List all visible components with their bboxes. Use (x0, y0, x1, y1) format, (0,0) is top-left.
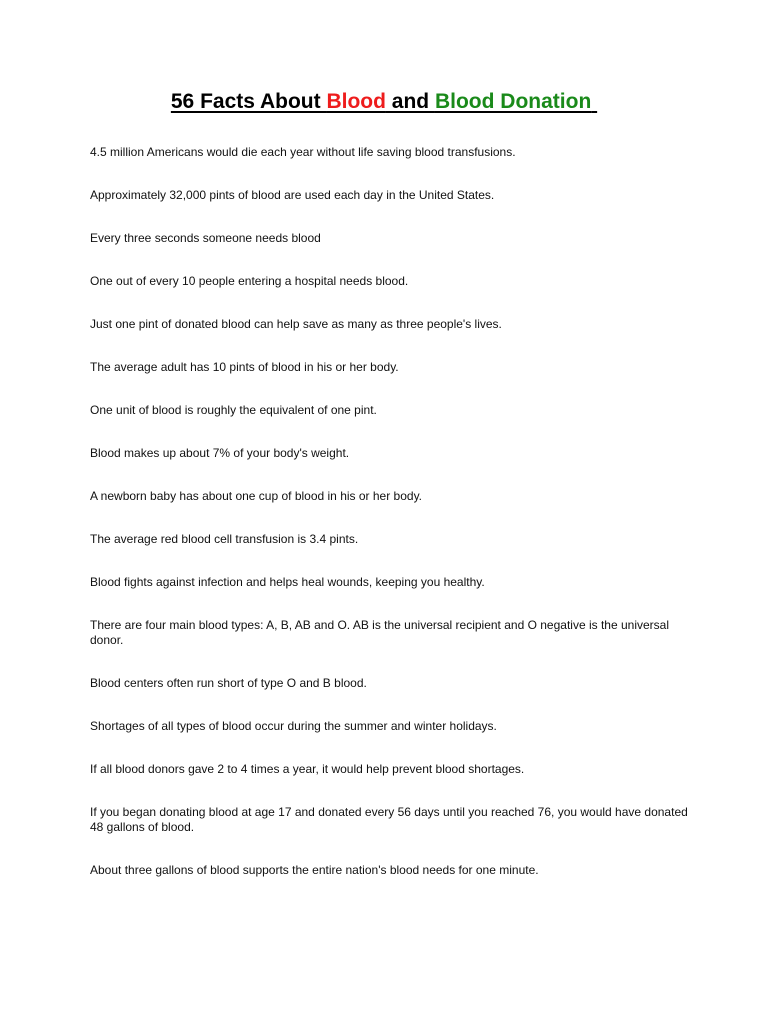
title-text (171, 90, 597, 113)
fact-item: Blood makes up about 7% of your body's weight. (90, 446, 350, 460)
fact-item: Shortages of all types of blood occur during the summer and winter holidays. (90, 719, 497, 733)
document-title (0, 88, 768, 116)
fact-item: If you began donating blood at age 17 and donated every 56 days until you reached 76, you would have donated 48 gallons of blood. (90, 805, 688, 834)
fact-item: Blood centers often run short of type O and B blood. (90, 676, 367, 690)
fact-item: About three gallons of blood supports the entire nation's blood needs for one minute. (90, 863, 539, 877)
fact-item: The average red blood cell transfusion is 3.4 pints. (90, 532, 359, 546)
title-part-blood-donation: Blood Donation (434, 90, 592, 113)
fact-item: A newborn baby has about one cup of blood in his or her body. (90, 489, 423, 503)
title-trailing-space (591, 90, 597, 113)
fact-item: Every three seconds someone needs blood (90, 231, 321, 245)
fact-item: One unit of blood is roughly the equivalent of one pint. (90, 403, 377, 417)
title-part-and: and (385, 90, 435, 113)
fact-item: There are four main blood types: A, B, AB and O. AB is the universal recipient and O negative is the universal donor. (90, 618, 669, 647)
fact-item: The average adult has 10 pints of blood in his or her body. (90, 360, 399, 374)
fact-item: Approximately 32,000 pints of blood are used each day in the United States. (90, 188, 495, 202)
fact-item: One out of every 10 people entering a hospital needs blood. (90, 274, 409, 288)
facts-list (90, 145, 690, 906)
title-part-blood: Blood (326, 90, 386, 113)
fact-item: Just one pint of donated blood can help save as many as three people's lives. (90, 317, 502, 331)
fact-item: Blood fights against infection and helps heal wounds, keeping you healthy. (90, 575, 485, 589)
title-part-facts-about: 56 Facts About (170, 90, 327, 113)
fact-item: 4.5 million Americans would die each year without life saving blood transfusions. (90, 145, 516, 159)
fact-item: If all blood donors gave 2 to 4 times a year, it would help prevent blood shortages. (90, 762, 525, 776)
